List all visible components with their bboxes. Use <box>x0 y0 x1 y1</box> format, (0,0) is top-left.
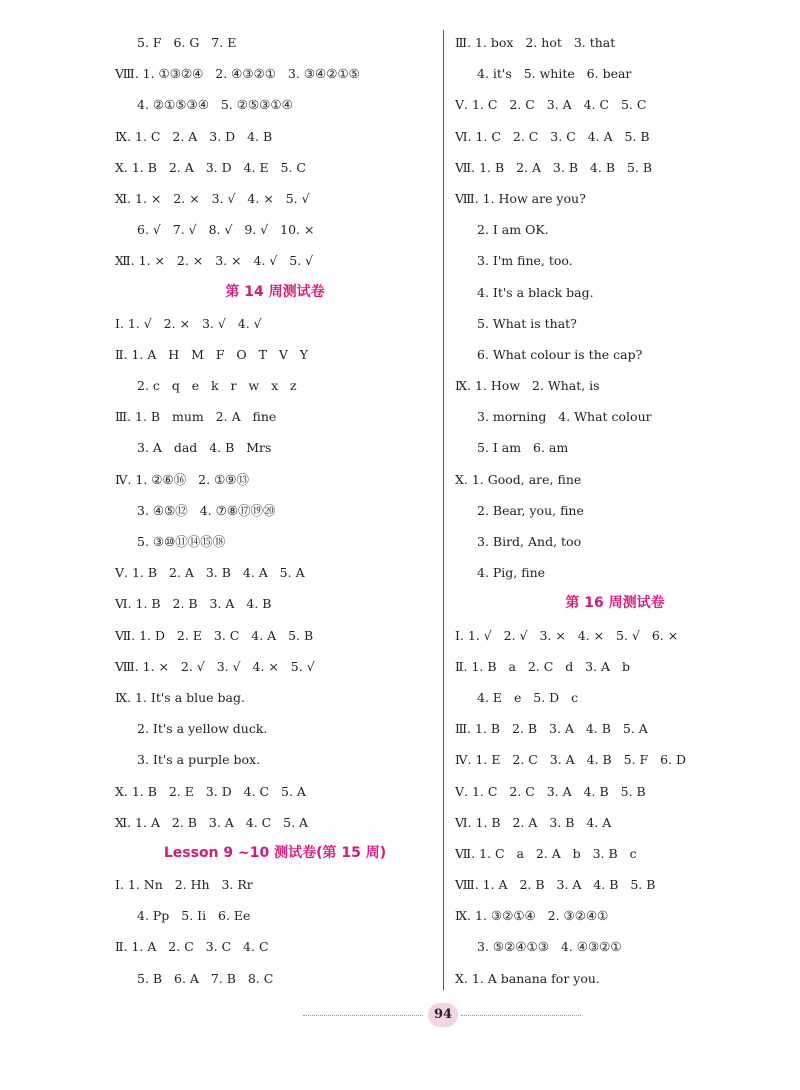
answer-line: Ⅴ. 1. B 2. A 3. B 4. A 5. A <box>115 565 305 581</box>
answer-line: 5. B 6. A 7. B 8. C <box>137 970 274 986</box>
answer-line: 3. It's a purple box. <box>137 752 261 768</box>
page-number: 94 <box>428 1003 458 1027</box>
answer-line: Ⅶ. 1. D 2. E 3. C 4. A 5. B <box>115 627 314 643</box>
answer-line: Ⅲ. 1. box 2. hot 3. that <box>455 35 616 50</box>
answer-line: Ⅳ. 1. ②⑥⑯ 2. ①⑨⑬ <box>115 471 249 487</box>
answer-column-left <box>115 27 435 994</box>
answer-line: Ⅹ. 1. B 2. E 3. D 4. C 5. A <box>115 783 306 799</box>
answer-line: Ⅰ. 1. Nn 2. Hh 3. Rr <box>115 877 253 893</box>
footer-dotted-rule-left <box>303 1015 423 1016</box>
answer-line: Ⅱ. 1. A 2. C 3. C 4. C <box>115 939 269 955</box>
answer-line: 3. I'm fine, too. <box>477 253 573 269</box>
answer-line: 5. ③⑩⑪⑭⑮⑱ <box>137 534 226 549</box>
answer-line: 2. Bear, you, fine <box>477 502 584 518</box>
answer-line: Ⅸ. 1. It's a blue bag. <box>115 689 245 705</box>
answer-line: Ⅴ. 1. C 2. C 3. A 4. B 5. B <box>455 783 646 799</box>
answer-line: 2. c q e k r w x z <box>137 378 297 394</box>
answer-line: Ⅰ. 1. √ 2. × 3. √ 4. √ <box>115 315 262 331</box>
answer-line: 4. ②①⑤③④ 5. ②⑤③①④ <box>137 97 293 113</box>
answer-line: Ⅴ. 1. C 2. C 3. A 4. C 5. C <box>455 97 647 113</box>
answer-line: 4. E e 5. D c <box>477 689 579 705</box>
answer-line: Ⅹ. 1. A banana for you. <box>455 970 600 986</box>
answer-line: 5. I am 6. am <box>477 440 569 456</box>
answer-line: Ⅳ. 1. E 2. C 3. A 4. B 5. F 6. D <box>455 752 687 768</box>
answer-line: 3. Bird, And, too <box>477 534 582 549</box>
answer-line: Ⅱ. 1. B a 2. C d 3. A b <box>455 658 630 674</box>
answer-line: Ⅹ. 1. B 2. A 3. D 4. E 5. C <box>115 159 306 175</box>
answer-line: Ⅻ. 1. × 2. × 3. × 4. √ 5. √ <box>115 253 314 269</box>
answer-line: 3. ⑤②④①③ 4. ④③②① <box>477 939 622 955</box>
answer-line: Ⅸ. 1. C 2. A 3. D 4. B <box>115 128 273 144</box>
answer-line: 4. it's 5. white 6. bear <box>477 66 632 82</box>
answer-column-right <box>455 27 775 994</box>
answer-line: 4. Pp 5. Ii 6. Ee <box>137 908 251 924</box>
answer-line: 3. morning 4. What colour <box>477 409 652 425</box>
footer-dotted-rule-right <box>461 1015 581 1016</box>
answer-line: Ⅸ. 1. How 2. What, is <box>455 378 600 394</box>
answer-line: 3. ④⑤⑫ 4. ⑦⑧⑰⑲⑳ <box>137 502 276 518</box>
answer-line: Ⅸ. 1. ③②①④ 2. ③②④① <box>455 908 609 924</box>
section-heading: 第 14 周测试卷 <box>225 283 325 300</box>
answer-line: Ⅷ. 1. × 2. √ 3. √ 4. × 5. √ <box>115 658 315 674</box>
answer-line: Ⅶ. 1. B 2. A 3. B 4. B 5. B <box>455 159 653 175</box>
answer-line: Ⅺ. 1. × 2. × 3. √ 4. × 5. √ <box>115 190 310 206</box>
answer-line: Ⅷ. 1. ①③②④ 2. ④③②① 3. ③④②①⑤ <box>115 66 360 82</box>
answer-line: Ⅵ. 1. B 2. A 3. B 4. A <box>455 814 612 830</box>
answer-line: 2. I am OK. <box>477 222 549 238</box>
answer-line: 5. What is that? <box>477 315 577 331</box>
answer-line: 2. It's a yellow duck. <box>137 721 268 737</box>
section-heading: 第 16 周测试卷 <box>565 595 665 612</box>
answer-line: Ⅵ. 1. C 2. C 3. C 4. A 5. B <box>455 128 650 144</box>
answer-line: 5. F 6. G 7. E <box>137 35 237 50</box>
answer-line: Ⅺ. 1. A 2. B 3. A 4. C 5. A <box>115 814 309 830</box>
answer-line: Ⅱ. 1. A H M F O T V Y <box>115 346 309 362</box>
answer-line: 6. What colour is the cap? <box>477 346 643 362</box>
answer-line: 4. It's a black bag. <box>477 284 594 300</box>
answer-line: 6. √ 7. √ 8. √ 9. √ 10. × <box>137 222 315 238</box>
page-footer <box>0 1003 800 1027</box>
answer-line: 4. Pig, fine <box>477 565 546 581</box>
section-heading: Lesson 9 ~10 测试卷(第 15 周) <box>163 844 387 861</box>
answer-line: Ⅹ. 1. Good, are, fine <box>455 471 582 487</box>
answer-line: Ⅷ. 1. How are you? <box>455 190 586 206</box>
answer-line: Ⅲ. 1. B mum 2. A fine <box>115 409 277 425</box>
answer-line: 3. A dad 4. B Mrs <box>137 440 272 456</box>
answer-line: Ⅶ. 1. C a 2. A b 3. B c <box>455 845 637 861</box>
column-divider <box>443 30 444 990</box>
answer-line: Ⅲ. 1. B 2. B 3. A 4. B 5. A <box>455 721 648 737</box>
answer-line: Ⅰ. 1. √ 2. √ 3. × 4. × 5. √ 6. × <box>455 627 679 643</box>
answer-line: Ⅷ. 1. A 2. B 3. A 4. B 5. B <box>455 877 656 893</box>
answer-line: Ⅵ. 1. B 2. B 3. A 4. B <box>115 596 272 612</box>
